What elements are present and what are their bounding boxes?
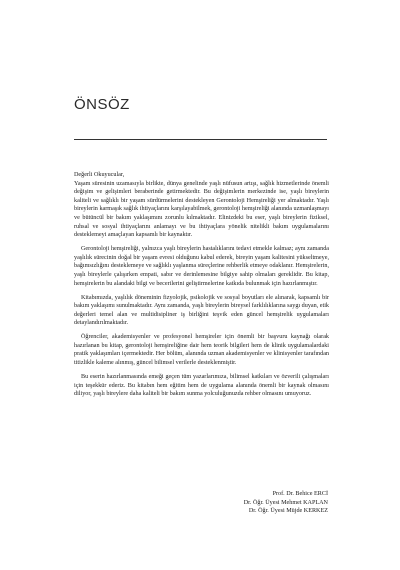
signature-1: Prof. Dr. Behice ERCİ xyxy=(272,491,328,497)
paragraph-3: Kitabımızda, yaşlılık döneminin fizyolojik, psikolojik ve sosyal boyutları ele alınarak, kapsamlı bir bakım yaklaşımı sunulmaktadır. Aynı zamanda, yaşlı bireylerin bireysel farklılıklarına saygı duyan, etik değerleri temel alan ve multidisipliner iş birliğini teşvik eden güncel hemşirelik uygulamaları detaylandırılmaktadır. xyxy=(74,294,329,327)
paragraph-2: Gerontoloji hemşireliği, yalnızca yaşlı bireylerin hastalıklarını tedavi etmekle kalmaz; aynı zamanda yaşlılık sürecinin doğal bir yaşam evresi olduğunu kabul ederek, bireyin yaşam kalitesini yükseltmeye, bağımsızlığını desteklemeye ve sağlıklı yaşlanma süreçlerine rehberlik etmeye odaklanır. Hemşirelerin, yaşlı bireylerle çalışırken empati, sabır ve derinlemesine bilgiye sahip olmaları gereklidir. Bu kitap, hemşirelerin bu alandaki bilgi ve becerilerini geliştirmelerine katkıda bulunmak için hazırlanmıştır. xyxy=(74,246,329,287)
signature-2: Dr. Öğr. Üyesi Mehmet KAPLAN xyxy=(243,499,328,506)
paragraph-5: Bu eserin hazırlanmasında emeği geçen tüm yazarlarımıza, bilimsel katkıları ve özverili çalışmaları için teşekkür ederiz. Bu kitabın hem eğitim hem de uygulama alanında önemli bir kaynak olmasını diliyor, yaşlı bireylere daha kaliteli bir bakım sunma yolculuğunuzda rehber olmasını umuyoruz. xyxy=(74,374,329,398)
page-title: ÖNSÖZ xyxy=(74,96,130,113)
signature-3: Dr. Öğr. Üyesi Müjde KERKEZ xyxy=(248,508,328,515)
greeting: Değerli Okuyucular, xyxy=(74,172,125,178)
paragraph-1: Yaşam süresinin uzamasıyla birlikte, dünya genelinde yaşlı nüfusun artışı, sağlık hizmetlerinde önemli değişim ve gelişimleri beraberinde getirmektedir. Bu değişimlerin merkezinde ise, yaşlı bireylerin kaliteli ve sağlıklı bir yaşam sürdürmelerini destekleyen Gerontoloji Hemşireliği yer almaktadır. Yaşlı bireylerin karmaşık sağlık ihtiyaçlarını karşılayabilmek, gerontoloji hemşireliği alanında uzmanlaşmayı ve bütüncül bir bakım yaklaşımını zorunlu kılmaktadır. Elinizdeki bu eser, yaşlı bireylerin fiziksel, ruhsal ve sosyal ihtiyaçlarını anlamayı ve bu ihtiyaçlara yönelik nitelikli bakım uygulamalarını desteklemeyi amaçlayan kapsamlı bir kaynaktır. xyxy=(74,180,329,239)
preface-body xyxy=(74,171,329,399)
signature-block xyxy=(244,490,328,516)
paragraph-4: Öğrenciler, akademisyenler ve profesyonel hemşireler için önemli bir başvuru kaynağı olarak hazırlanan bu kitap, gerontoloji hemşireliğine dair hem teorik bilgileri hem de klinik uygulamalardaki pratik yaklaşımları içermektedir. Her bölüm, alanında uzman akademisyenler ve klinisyenler tarafından titizlikle kaleme alınmış, güncel bilimsel verilerle desteklenmiştir. xyxy=(74,334,329,367)
title-divider xyxy=(74,139,327,140)
